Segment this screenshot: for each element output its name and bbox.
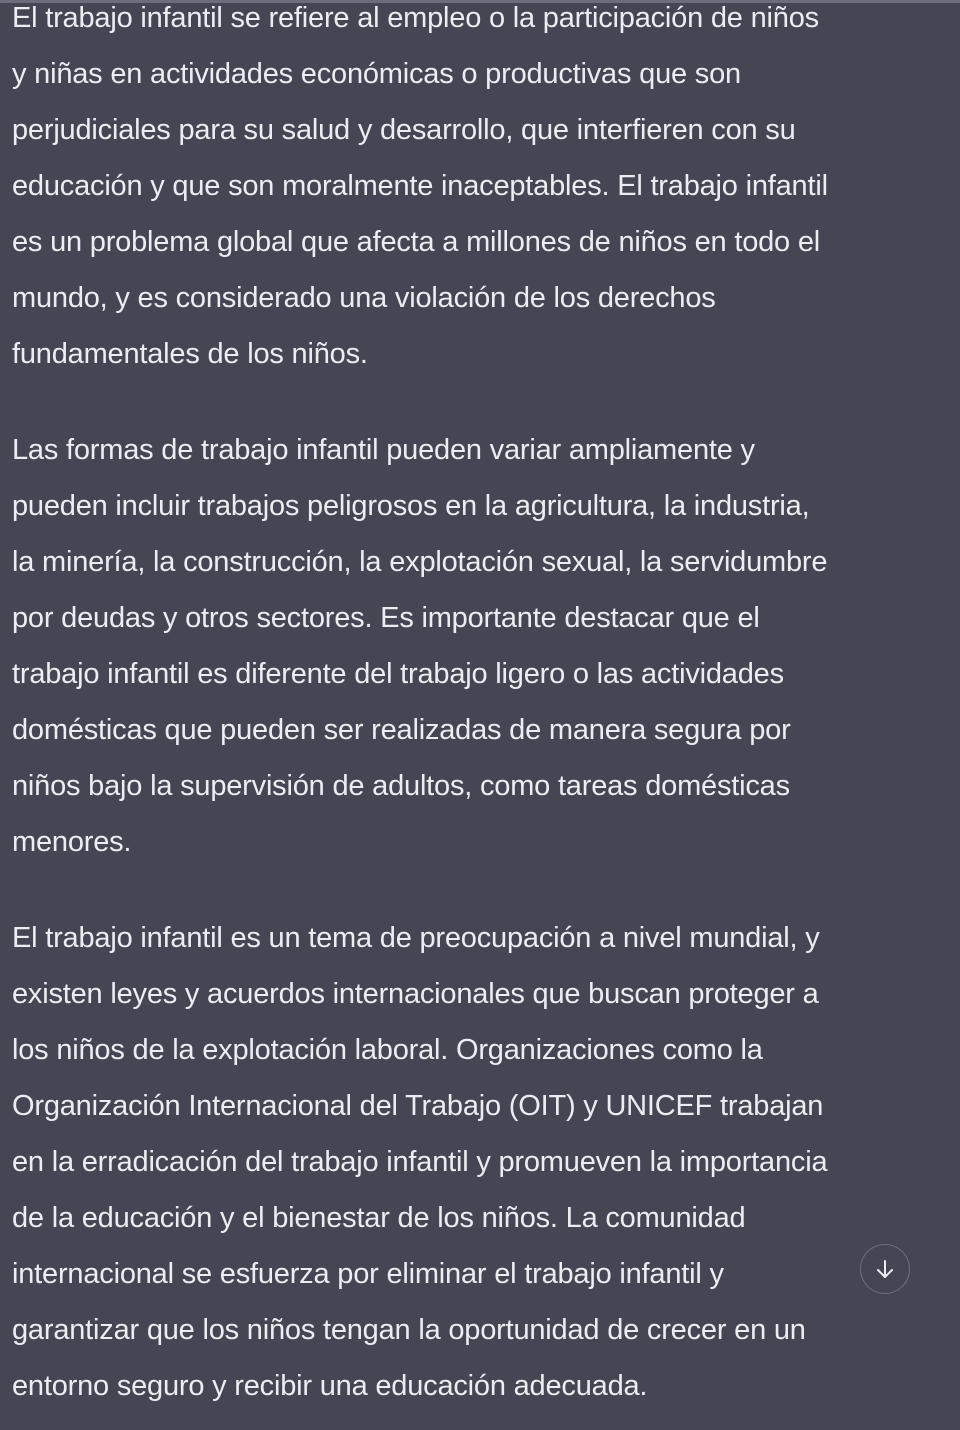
paragraph-line: internacional se esfuerza por eliminar el trabajo infantil y [12, 1258, 724, 1290]
paragraph-line: los niños de la explotación laboral. Organizaciones como la [12, 1034, 763, 1066]
paragraph-line: garantizar que los niños tengan la oportunidad de crecer en un [12, 1314, 806, 1346]
paragraph-line: existen leyes y acuerdos internacionales que buscan proteger a [12, 978, 819, 1010]
message-paragraph [12, 0, 828, 382]
paragraph-line: perjudiciales para su salud y desarrollo, que interfieren con su [12, 114, 796, 146]
paragraph-line: y niñas en actividades económicas o productivas que son [12, 58, 741, 90]
paragraph-line: El trabajo infantil se refiere al empleo o la participación de niños [12, 2, 819, 34]
paragraph-line: en la erradicación del trabajo infantil y promueven la importancia [12, 1146, 828, 1178]
paragraph-line: menores. [12, 826, 132, 858]
paragraph-line: por deudas y otros sectores. Es importante destacar que el [12, 602, 760, 634]
paragraph-line: niños bajo la supervisión de adultos, como tareas domésticas [12, 770, 790, 802]
paragraph-line: El trabajo infantil es un tema de preocupación a nivel mundial, y [12, 922, 820, 954]
paragraph-line: la minería, la construcción, la explotación sexual, la servidumbre [12, 546, 828, 578]
paragraph-line: mundo, y es considerado una violación de los derechos [12, 282, 716, 314]
paragraph-line: Las formas de trabajo infantil pueden variar ampliamente y [12, 434, 755, 466]
paragraph-line: entorno seguro y recibir una educación adecuada. [12, 1370, 648, 1402]
paragraph-line: pueden incluir trabajos peligrosos en la agricultura, la industria, [12, 490, 810, 522]
paragraph-line: Organización Internacional del Trabajo (OIT) y UNICEF trabajan [12, 1090, 824, 1122]
paragraph-line: es un problema global que afecta a millones de niños en todo el [12, 226, 821, 258]
message-paragraph [12, 422, 827, 870]
scroll-to-bottom-button[interactable] [860, 1244, 910, 1294]
paragraph-line: educación y que son moralmente inaceptables. El trabajo infantil [12, 170, 828, 202]
paragraph-line: de la educación y el bienestar de los niños. La comunidad [12, 1202, 746, 1234]
arrow-down-icon [873, 1257, 897, 1281]
message-paragraph [12, 910, 827, 1414]
paragraph-line: fundamentales de los niños. [12, 338, 368, 370]
paragraph-line: trabajo infantil es diferente del trabajo ligero o las actividades [12, 658, 784, 690]
paragraph-line: domésticas que pueden ser realizadas de manera segura por [12, 714, 791, 746]
